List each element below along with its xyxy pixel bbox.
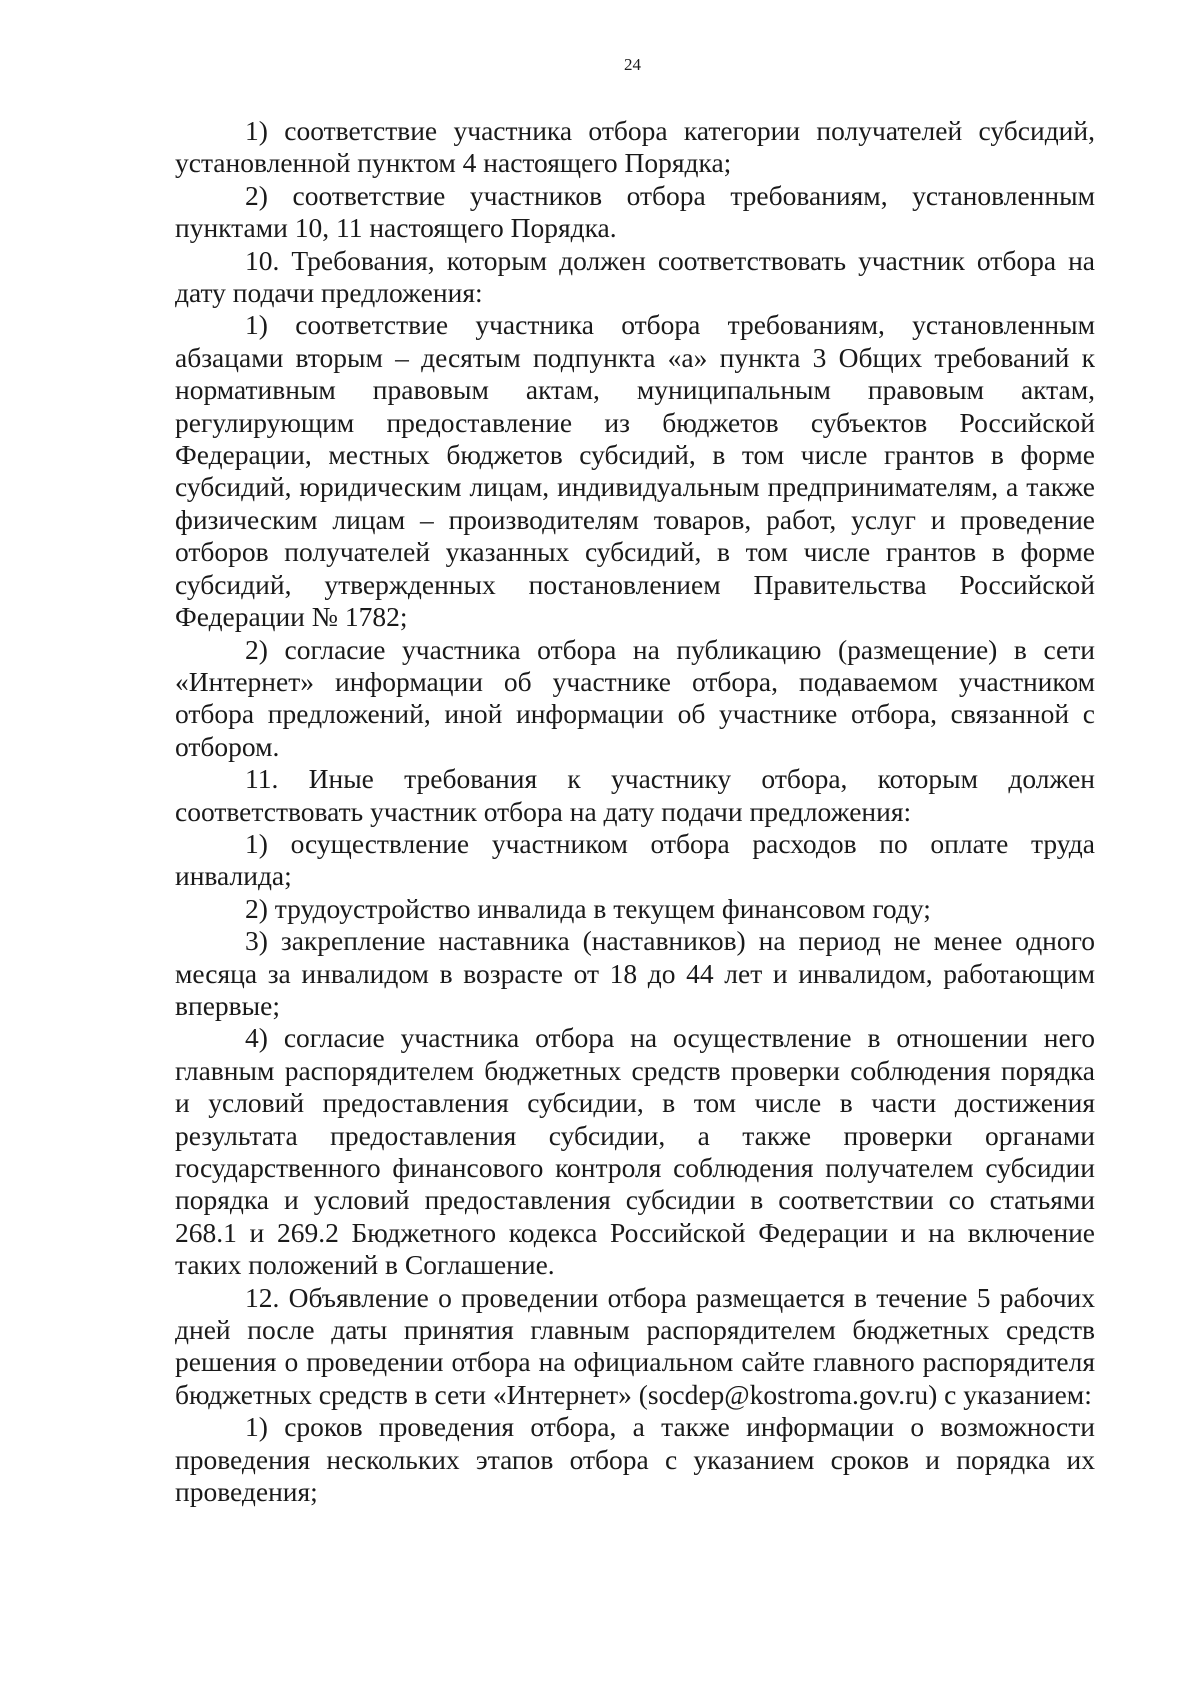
paragraph: 1) осуществление участником отбора расходов по оплате труда инвалида; <box>175 827 1095 892</box>
document-body <box>175 115 1095 1508</box>
paragraph: 2) согласие участника отбора на публикацию (размещение) в сети «Интернет» информации об участнике отбора, подаваемом участником отбора предложений, иной информации об участнике отбора, связанной с отбором. <box>175 633 1095 762</box>
paragraph: 2) трудоустройство инвалида в текущем финансовом году; <box>245 892 931 924</box>
page-number: 24 <box>624 55 641 74</box>
paragraph: 3) закрепление наставника (наставников) на период не менее одного месяца за инвалидом в возрасте от 18 до 44 лет и инвалидом, работающим впервые; <box>175 925 1095 1021</box>
paragraph: 12. Объявление о проведении отбора размещается в течение 5 рабочих дней после даты принятия главным распорядителем бюджетных средств решения о проведении отбора на официальном сайте главного распорядителя бюджетных средств в сети «Интернет» (socdep@kostroma.gov.ru) с указанием: <box>175 1281 1095 1410</box>
paragraph: 1) соответствие участника отбора категории получателей субсидий, установленной пунктом 4 настоящего Порядка; <box>175 115 1095 179</box>
paragraph: 4) согласие участника отбора на осуществление в отношении него главным распорядителем бюджетных средств проверки соблюдения порядка и условий предоставления субсидии, в том числе в части достижения результата предоставления субсидии, а также проверки органами государственного финансового контроля соблюдения получателем субсидии порядка и условий предоставления субсидии в соответствии со статьями 268.1 и 269.2 Бюджетного кодекса Российской Федерации и на включение таких положений в Соглашение. <box>175 1022 1095 1281</box>
paragraph: 11. Иные требования к участнику отбора, которым должен соответствовать участник отбора на дату подачи предложения: <box>175 763 1095 827</box>
paragraph: 1) соответствие участника отбора требованиям, установленным абзацами вторым – десятым подпункта «а» пункта 3 Общих требований к нормативным правовым актам, муниципальным правовым актам, регулирующим предоставление из бюджетов субъектов Российской Федерации, местных бюджетов субсидий, в том числе грантов в форме субсидий, юридическим лицам, индивидуальным предпринимателям, а также физическим лицам – производителям товаров, работ, услуг и проведение отборов получателей указанных субсидий, в том числе грантов в форме субсидий, утвержденных постановлением Правительства Российской Федерации № 1782; <box>175 309 1095 633</box>
paragraph: 10. Требования, которым должен соответствовать участник отбора на дату подачи предложения: <box>175 244 1095 309</box>
paragraph: 2) соответствие участников отбора требованиям, установленным пунктами 10, 11 настоящего Порядка. <box>175 179 1095 244</box>
paragraph: 1) сроков проведения отбора, а также информации о возможности проведения нескольких этапов отбора с указанием сроков и порядка их проведения; <box>175 1411 1095 1508</box>
